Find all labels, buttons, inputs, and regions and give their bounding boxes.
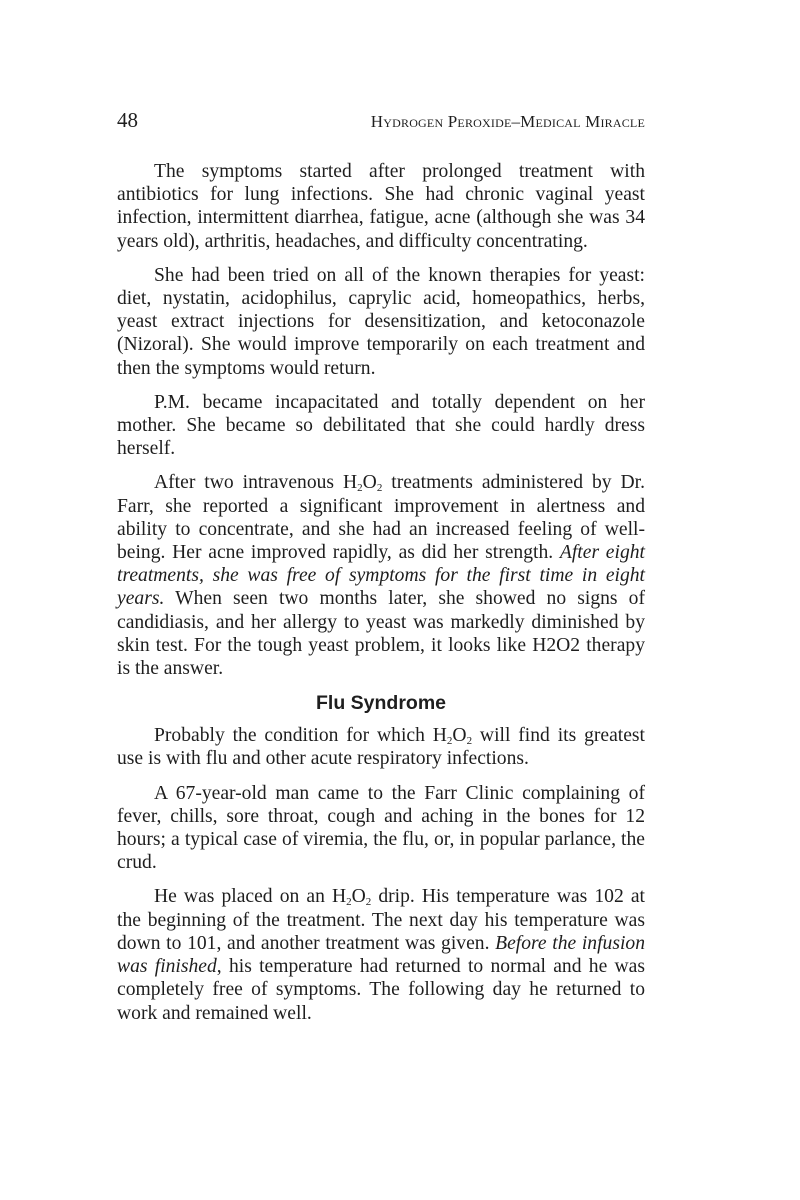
paragraph-flu-use (117, 724, 645, 770)
h2o2-formula: $H_2O_2$ (331, 886, 372, 909)
page-number: 48 (117, 108, 138, 132)
paragraph-therapies: She had been tried on all of the known therapies for yeast: diet, nystatin, acidophilus, caprylic acid, homeopathics, herbs, yeast extract injections for desensitization, and ketoconazole (Nizoral). She would improve temporarily on each treatment and then the symptoms would return. (117, 264, 645, 379)
text-run: treatments administered by Dr. Farr, she reported a significant improvement in alertness and ability to concentrate, and she had an increased feeling of well-being. Her acne improved rapidly, as did her strength. (117, 472, 645, 564)
text-run: After two intravenous (154, 472, 343, 494)
text-run: When seen two months later, she showed no signs of candidiasis, and her allergy to yeast was markedly diminished by skin test. For the tough yeast problem, it looks like H2O2 therapy is the answer. (117, 588, 645, 680)
text-run: , his temperature had returned to normal and he was completely free of symptoms. The following day he returned to work and remained well. (117, 956, 645, 1024)
text-run: will find its greatest use is with flu and other acute respiratory infections. (117, 725, 645, 770)
paragraph-incapacitated: P.M. became incapacitated and totally dependent on her mother. She became so debilitated that she could hardly dress herself. (117, 391, 645, 460)
book-page (117, 108, 645, 1036)
text-run: Probably the condition for which (154, 725, 433, 747)
paragraph-case-67-year-old: A 67-year-old man came to the Farr Clinic complaining of fever, chills, sore throat, cough and aching in the bones for 12 hours; a typical case of viremia, the flu, or, in popular parlance, the crud. (117, 782, 645, 874)
running-head (117, 108, 645, 138)
text-run: He was placed on an (154, 886, 332, 908)
paragraph-treatment-results (117, 471, 645, 680)
h2o2-formula: $H_2O_2$ (432, 725, 473, 748)
text-run: drip. His temperature was 102 at the beginning of the treatment. The next day his temperature was down to 101, and another treatment was given. (117, 886, 645, 954)
running-title: Hydrogen Peroxide–Medical Miracle (370, 112, 645, 131)
section-heading: Flu Syndrome (315, 692, 447, 715)
italic-emphasis: Before the infusion was finished (117, 932, 645, 978)
paragraph-symptoms: The symptoms started after prolonged treatment with antibiotics for lung infections. She had chronic vaginal yeast infection, intermittent diarrhea, fatigue, acne (although she was 34 years old), arthritis, headaches, and difficulty concentrating. (117, 161, 645, 252)
paragraph-drip-treatment (117, 885, 645, 1024)
italic-emphasis: After eight treatments, she was free of symptoms for the first time in eight years. (117, 542, 645, 610)
h2o2-formula: $H_2O_2$ (343, 472, 383, 495)
